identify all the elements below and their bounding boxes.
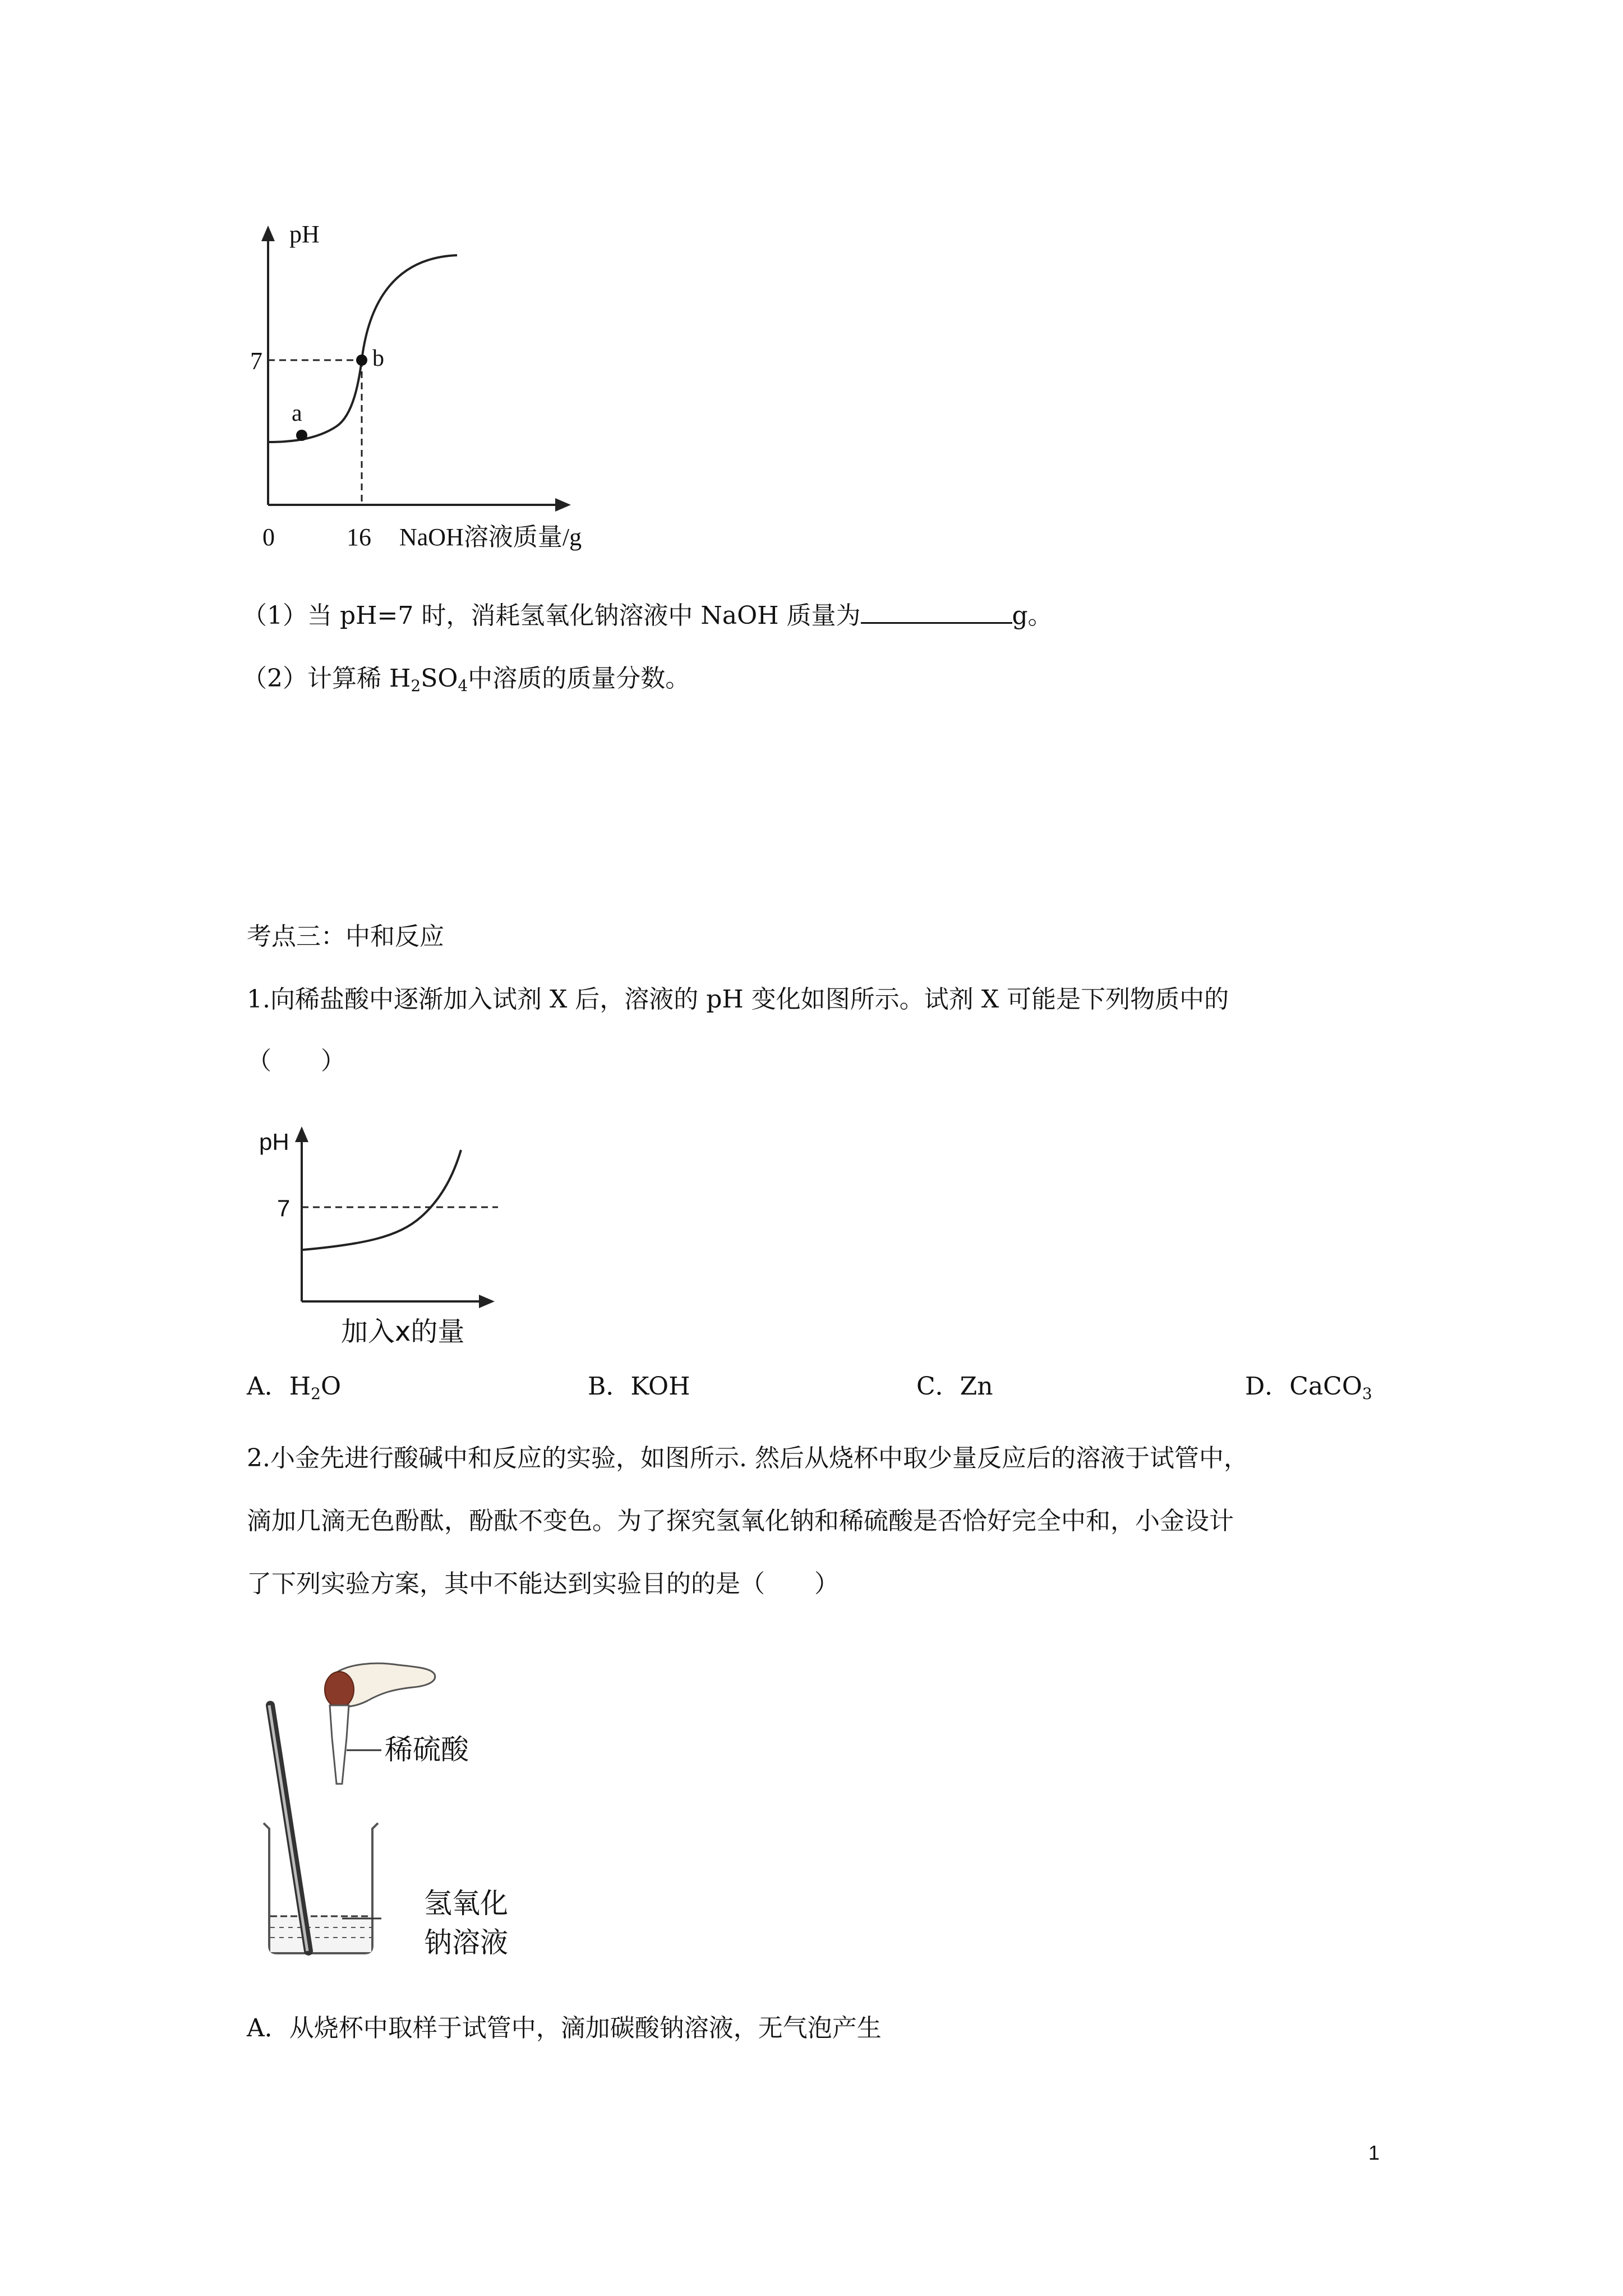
part1-unit: g。: [1012, 601, 1053, 630]
dropper-tube: [330, 1705, 349, 1784]
y-axis-arrow: [295, 1126, 308, 1142]
glass-rod-highlight: [269, 1705, 307, 1951]
option-c[interactable]: C．Zn: [916, 1372, 993, 1401]
q-neutralization-1-line2: （ ）: [247, 1047, 345, 1075]
option-d-sub: 3: [1362, 1384, 1372, 1403]
x-axis-arrow: [479, 1295, 495, 1308]
part2-subscript-4: 4: [458, 677, 468, 695]
part2-text-end: 中溶质的质量分数。: [468, 664, 690, 693]
point-a-label: a: [292, 401, 302, 426]
section-title: 考点三：中和反应: [247, 922, 444, 951]
q-neutralization-1-line1: 1.向稀盐酸中逐渐加入试剂 X 后，溶液的 pH 变化如图所示。试剂 X 可能是下列物质中的: [247, 985, 1229, 1014]
part2-text-start: （2）计算稀 H: [242, 664, 411, 693]
point-b-label: b: [372, 346, 384, 371]
ph-curve: [303, 1150, 461, 1250]
question-part-1: [242, 599, 1053, 633]
y-axis-label: pH: [259, 1129, 289, 1155]
part1-text: （1）当 pH=7 时，消耗氢氧化钠溶液中 NaOH 质量为: [242, 601, 861, 630]
page-number: 1: [1368, 2141, 1380, 2164]
q-neutralization-2-line1: 2.小金先进行酸碱中和反应的实验，如图所示. 然后从烧杯中取少量反应后的溶液于试管中，: [247, 1444, 1248, 1473]
liquid: [270, 1915, 371, 1952]
answer-blank[interactable]: [861, 600, 1012, 624]
option-d-text: D．CaCO: [1245, 1372, 1362, 1401]
ph-titration-figure: [236, 213, 639, 561]
q-neutralization-2-option-a[interactable]: A．从烧杯中取样于试管中，滴加碳酸钠溶液，无气泡产生: [247, 2014, 882, 2042]
option-a-text: A．H: [247, 1372, 311, 1401]
base-label-line1: 氢氧化: [424, 1887, 508, 1920]
y-axis-arrow: [261, 226, 275, 241]
acid-label: 稀硫酸: [385, 1733, 469, 1766]
point-a-marker: [296, 430, 307, 441]
option-a-text-end: O: [320, 1372, 342, 1401]
q-neutralization-2-line3: 了下列实验方案，其中不能达到实验目的的是（ ）: [247, 1570, 839, 1598]
ph-reagent-x-figure: [252, 1116, 522, 1352]
question-part-2: [242, 662, 690, 696]
part2-subscript-2: 2: [411, 677, 421, 695]
origin-label: 0: [262, 523, 275, 551]
dropper-bulb: [325, 1672, 354, 1708]
x-axis-label: NaOH溶液质量/g: [399, 523, 582, 551]
option-a-sub: 2: [311, 1384, 321, 1403]
point-b-marker: [356, 355, 367, 366]
part2-text-mid: SO: [421, 664, 458, 693]
option-d[interactable]: [1245, 1370, 1372, 1404]
option-b[interactable]: B．KOH: [588, 1372, 690, 1401]
base-label-line2: 钠溶液: [424, 1926, 508, 1959]
y-tick-7: 7: [277, 1195, 291, 1221]
option-a[interactable]: [247, 1370, 341, 1404]
q-neutralization-2-line2: 滴加几滴无色酚酞，酚酞不变色。为了探究氢氧化钠和稀硫酸是否恰好完全中和，小金设计: [247, 1507, 1234, 1535]
x-axis-label: 加入x的量: [341, 1316, 465, 1347]
x-tick-16: 16: [347, 523, 371, 551]
x-axis-arrow: [555, 498, 571, 512]
y-axis-label: pH: [289, 220, 320, 248]
neutralization-apparatus-figure: [252, 1649, 566, 1975]
y-tick-7: 7: [250, 347, 262, 375]
